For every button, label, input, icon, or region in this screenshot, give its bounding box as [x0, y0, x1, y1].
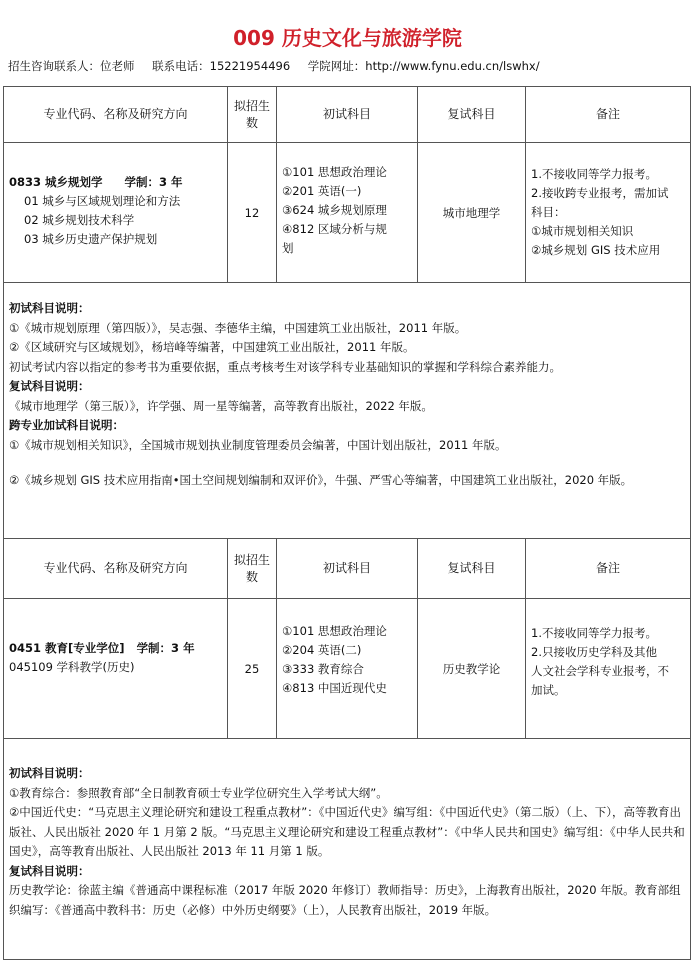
- prelim-subject: ③624 城乡规划原理: [282, 203, 387, 217]
- note-item: ①教育综合：参照教育部“全日制教育硕士专业学位研究生入学考试大纲”。: [9, 785, 388, 800]
- note-item: ①《城市规划原理（第四版）》，吴志强、李德华主编，中国建筑工业出版社，2011 年版。: [9, 320, 467, 335]
- note-item: 初试考试内容以指定的参考书为重要依据，重点考核考生对该学科专业基础知识的掌握和学科综合素养能力。: [9, 359, 561, 374]
- prelim-subject: 划: [282, 241, 294, 255]
- column-header-retest: 复试科目: [447, 107, 496, 121]
- program-retest-subject: 城市地理学: [442, 205, 501, 220]
- program-duration: 学制：3 年: [136, 641, 195, 655]
- program-quota: 25: [244, 661, 260, 676]
- prelim-subject: ③333 教育综合: [282, 662, 364, 676]
- program-duration: 学制：3 年: [124, 175, 183, 189]
- column-header-retest: 复试科目: [447, 561, 496, 575]
- contact-phone: 联系电话：15221954496: [152, 59, 291, 73]
- notes-section: [9, 764, 685, 920]
- divider: [3, 738, 691, 739]
- research-direction: 045109 学科教学(历史): [9, 660, 135, 674]
- remark-line: ①城市规划相关知识: [531, 224, 634, 238]
- remark-line: 1.不接收同等学力报考。: [531, 167, 657, 181]
- remark-line: ②城乡规划 GIS 技术应用: [531, 243, 661, 257]
- page-title: 009 历史文化与旅游学院: [233, 26, 462, 50]
- notes-section: [9, 299, 685, 493]
- prelim-subject: ④812 区域分析与规: [282, 222, 387, 236]
- notes-heading: 复试科目说明：: [9, 379, 90, 393]
- note-item: 历史教学论：徐蓝主编《普通高中课程标准（2017 年版 2020 年修订）教师指导：历史》，上海教育出版社，2020 年版。教育部组织编写：《普通高中教科书：历史（必修）中外历史纲要》（上），人民教育出版社，2019 年版。: [9, 883, 681, 917]
- remark-line: 人文社会学科专业报考，不: [531, 664, 669, 678]
- research-direction: 03 城乡历史遗产保护规划: [24, 232, 158, 246]
- contact-line: [8, 58, 554, 74]
- program-retest-subject: 历史教学论: [442, 661, 501, 676]
- program-code-name: 0451 教育[专业学位]: [9, 641, 125, 655]
- remark-line: 1.不接收同等学力报考。: [531, 626, 657, 640]
- note-item: ②《区域研究与区域规划》，杨培峰等编著，中国建筑工业出版社，2011 年版。: [9, 340, 415, 354]
- remark-line: 2.只接收历史学科及其他: [531, 645, 657, 659]
- note-item: 《城市地理学（第三版）》，许学强、周一星等编著，高等教育出版社，2022 年版。: [9, 398, 433, 413]
- contact-person: 招生咨询联系人：位老师: [8, 59, 135, 73]
- note-item: ②中国近代史：“马克思主义理论研究和建设工程重点教材”：《中国近代史》编写组：《中国近代史》（第二版）（上、下），高等教育出版社、人民出版社 2020 年 1 月第 2 版。“马克思主义理论研究和建设工程重点教材”：《中华人民共和国史》编写组：《中华人民共和国史》，高等教育出版社、人民出版社 2013 年 11 月第 1 版。: [9, 805, 685, 858]
- column-header-major: 专业代码、名称及研究方向: [43, 107, 188, 121]
- notes-heading: 跨专业加试科目说明：: [9, 418, 124, 432]
- notes-heading: 初试科目说明：: [9, 766, 90, 780]
- program-remarks: [531, 165, 668, 260]
- contact-website: 学院网址：http://www.fynu.edu.cn/lswhx/: [307, 59, 540, 73]
- program-major-cell: [9, 173, 183, 249]
- program-prelim-subjects: [282, 163, 387, 258]
- note-item: ②《城乡规划 GIS 技术应用指南•国土空间规划编制和双评价》，牛强、严雪心等编著，中国建筑工业出版社，2020 年版。: [9, 473, 633, 487]
- prelim-subject: ①101 思想政治理论: [282, 624, 387, 638]
- program-code-name: 0833 城乡规划学: [9, 175, 103, 189]
- prelim-subject: ①101 思想政治理论: [282, 165, 387, 179]
- column-header-major: 专业代码、名称及研究方向: [43, 561, 188, 575]
- prelim-subject: ④813 中国近现代史: [282, 681, 387, 695]
- column-header-prelim: 初试科目: [322, 561, 371, 575]
- program-prelim-subjects: [282, 622, 387, 698]
- column-header-remarks: 备注: [595, 107, 620, 121]
- divider: [3, 282, 691, 283]
- program-quota: 12: [244, 205, 260, 220]
- program-remarks: [531, 624, 669, 700]
- remark-line: 2.接收跨专业报考，需加试: [531, 186, 669, 200]
- research-direction: 02 城乡规划技术科学: [24, 213, 135, 227]
- notes-heading: 复试科目说明：: [9, 863, 90, 878]
- column-header-quota: 拟招生数: [233, 552, 270, 584]
- divider: [3, 142, 691, 143]
- divider: [3, 598, 691, 599]
- note-item: ①《城市规划相关知识》，全国城市规划执业制度管理委员会编著，中国计划出版社，2011 年版。: [9, 437, 507, 452]
- notes-heading: 初试科目说明：: [9, 301, 90, 315]
- prelim-subject: ②201 英语(一): [282, 184, 362, 198]
- remark-line: 加试。: [531, 683, 566, 697]
- column-header-quota: 拟招生数: [233, 98, 270, 130]
- column-header-prelim: 初试科目: [322, 107, 371, 121]
- program-major-cell: [9, 639, 195, 677]
- research-direction: 01 城乡与区域规划理论和方法: [24, 194, 181, 208]
- remark-line: 科目：: [531, 205, 566, 219]
- column-header-remarks: 备注: [595, 561, 620, 575]
- prelim-subject: ②204 英语(二): [282, 643, 362, 657]
